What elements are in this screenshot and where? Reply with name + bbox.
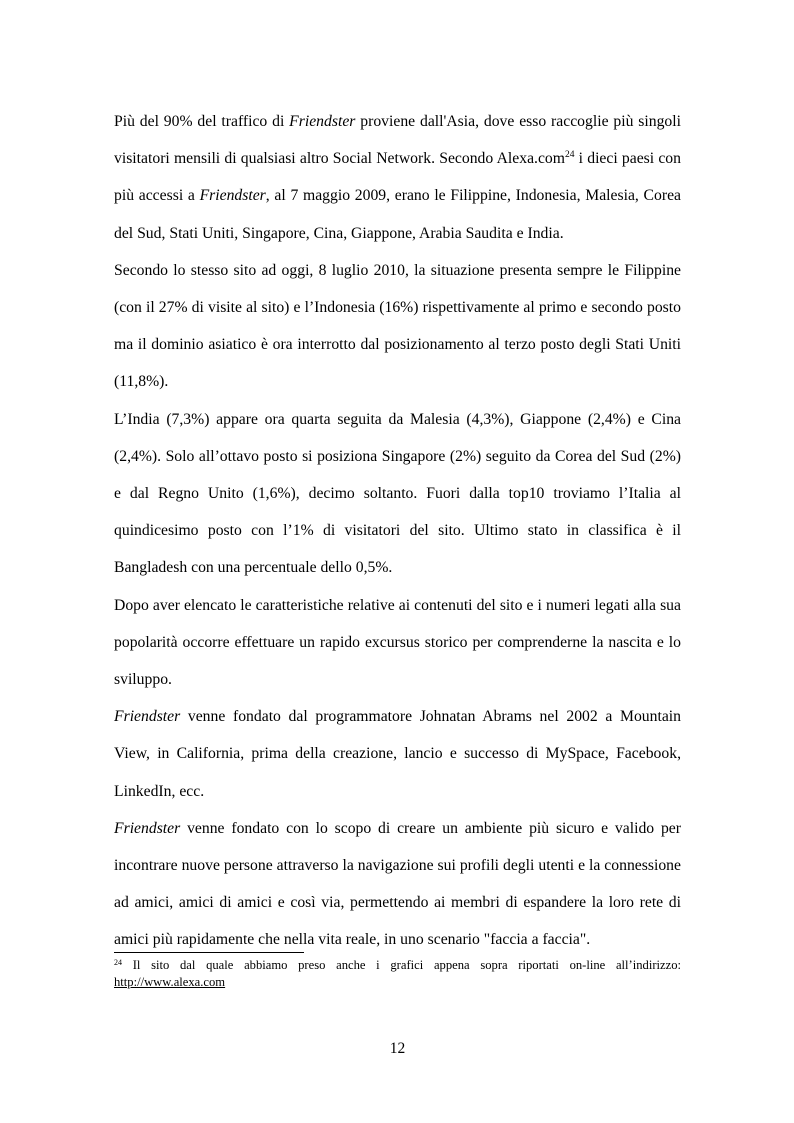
footnote-text: Il sito dal quale abbiamo preso anche i grafici appena sopra riportati on-line all’indirizzo: — [122, 958, 681, 972]
italic-text: Friendster — [114, 708, 181, 726]
text-segment: Dopo aver elencato le caratteristiche relative ai contenuti del sito e i numeri legati alla sua popolarità occorre effettuare un rapido excursus storico per comprenderne la nascita e lo sviluppo. — [114, 596, 681, 689]
text-segment: venne fondato dal programmatore Johnatan Abrams nel 2002 a Mountain View, in California, prima della creazione, lancio e successo di MySpace, Facebook, LinkedIn, ecc. — [114, 708, 681, 800]
text-segment: Secondo lo stesso sito ad oggi, 8 luglio 2010, la situazione presenta sempre le Filippine (con il 27% di visite al sito) e l’Indonesia (16%) rispettivamente al primo e secondo posto ma il dominio asiatico è ora interrotto dal posizionamento al terzo posto degli Stati Uniti (11,8%). — [114, 261, 681, 391]
italic-text: Friendster — [289, 113, 356, 130]
text-segment: venne fondato con lo scopo di creare un ambiente più sicuro e valido per incontrare nuove persone attraverso la navigazione sui profili degli utenti e la connessione ad amici, amici di amici e così via, permettendo ai membri di espandere la loro rete di amici più rapidamente che nella vita reale, in uno scenario "faccia a faccia". — [114, 819, 681, 949]
paragraph-4 — [114, 587, 681, 699]
body-text — [114, 103, 681, 959]
document-page — [114, 0, 681, 1123]
page-number: 12 — [389, 1040, 406, 1057]
text-segment: , al 7 maggio 2009, erano le Filippine, Indonesia, Malesia, Corea del Sud, Stati Uniti, Singapore, Cina, Giappone, Arabia Saudita e India. — [114, 187, 681, 242]
paragraph-6 — [114, 810, 681, 959]
italic-text: Friendster — [114, 819, 181, 837]
paragraph-5 — [114, 698, 681, 810]
paragraph-2 — [114, 252, 681, 401]
text-segment: L’India (7,3%) appare ora quarta seguita da Malesia (4,3%), Giappone (2,4%) e Cina (2,4%). Solo all’ottavo posto si posiziona Singapore (2%) seguito da Corea del Sud (2%) e dal Regno Unito (1,6%), decimo soltanto. Fuori dalla top10 troviamo l’Italia al quindicesimo posto con l’1% di visitatori del sito. Ultimo stato in classifica è il Bangladesh con una percentuale dello 0,5%. — [114, 410, 681, 577]
text-segment: Più del 90% del traffico di — [114, 113, 290, 130]
paragraph-1 — [114, 103, 681, 252]
paragraph-3 — [114, 401, 681, 587]
text-segment: i dieci paesi con più accessi a — [114, 150, 681, 205]
italic-text: Friendster — [199, 187, 266, 205]
footnote-link[interactable]: http://www.alexa.com — [114, 975, 226, 989]
footnote-number: 24 — [114, 958, 122, 967]
text-segment: proviene dall'Asia, dove esso raccoglie più singoli visitatori mensili di qualsiasi altro Social Network. Secondo Alexa.com — [114, 113, 681, 168]
footnote-separator — [114, 952, 304, 953]
footnote-24 — [114, 957, 681, 991]
footnote-reference: 24 — [564, 150, 575, 161]
